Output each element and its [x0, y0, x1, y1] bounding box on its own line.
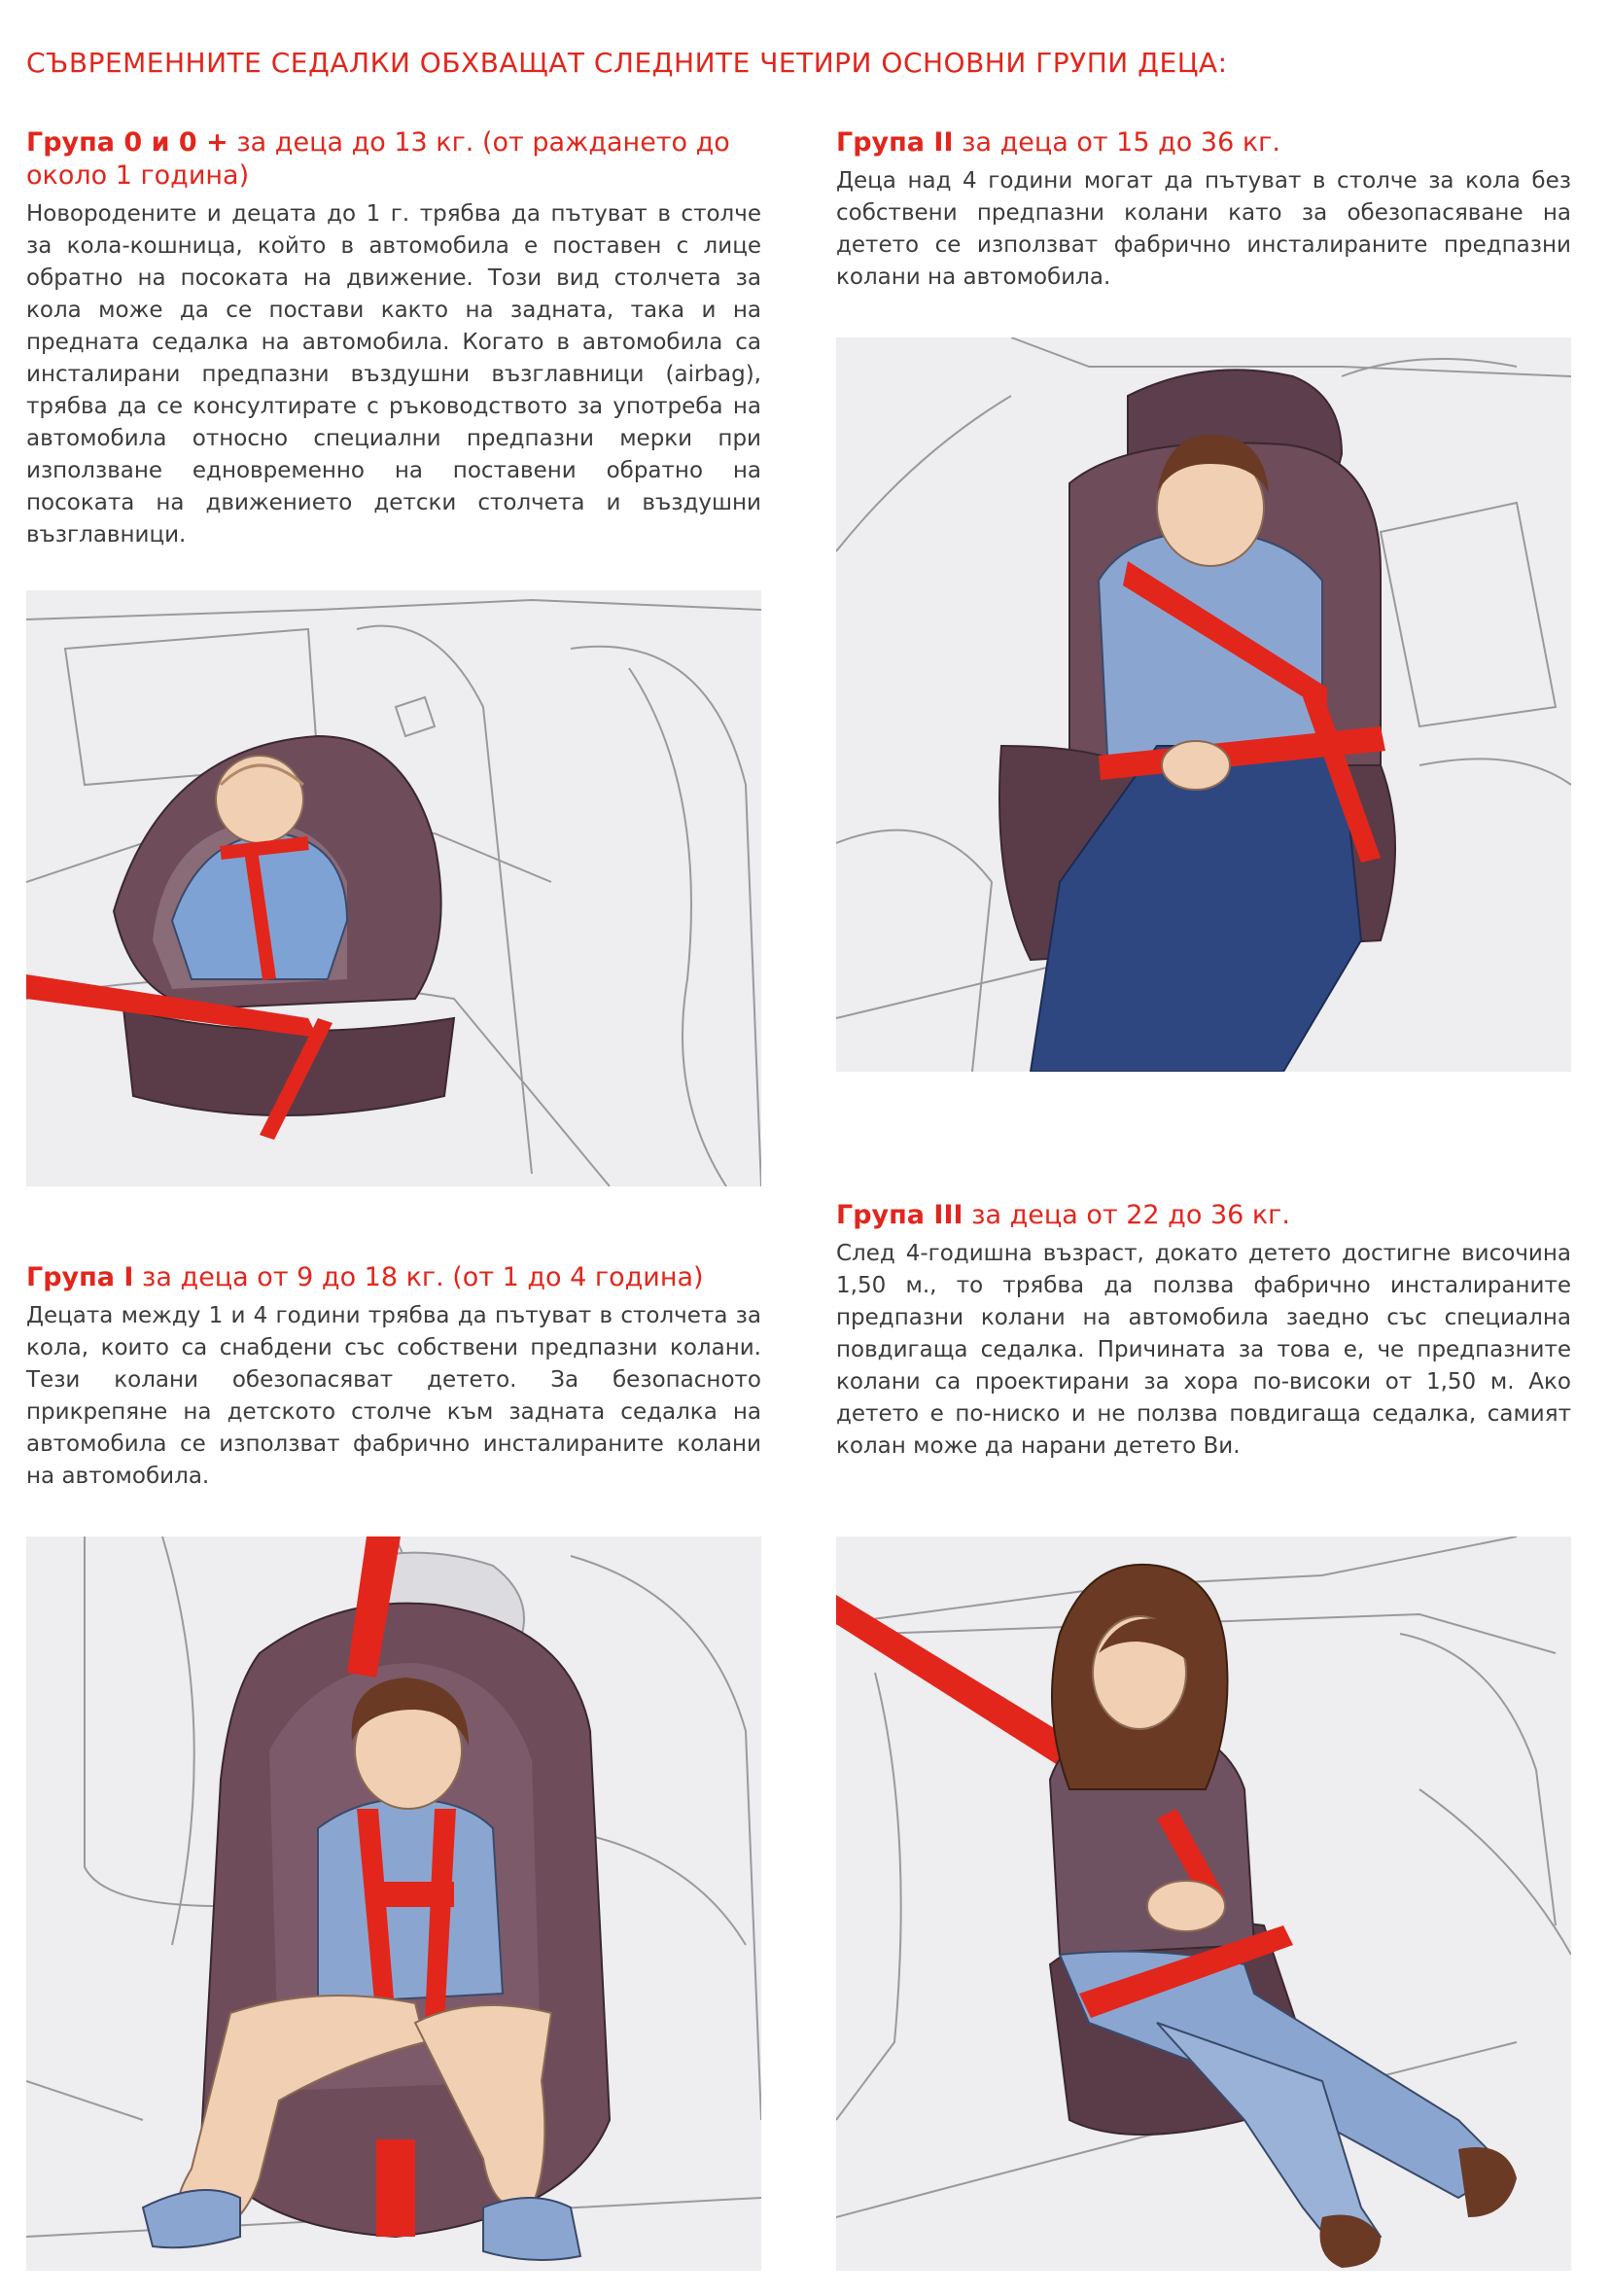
section-title: [26, 126, 761, 193]
booster-cushion-drawing: [836, 1537, 1571, 2271]
group-weight-range: за деца от 9 до 18 кг. (от 1 до 4 година): [133, 1262, 704, 1292]
section-group-1: [26, 1261, 761, 1493]
page-heading: СЪВРЕМЕННИТЕ СЕДАЛКИ ОБХВАЩАТ СЛЕДНИТЕ ЧЕТИРИ ОСНОВНИ ГРУПИ ДЕЦА:: [26, 47, 1228, 79]
group-label: Група II: [836, 127, 954, 158]
section-group-3: [836, 1199, 1571, 1463]
section-body: Децата между 1 и 4 години трябва да пътуват в столчета за кола, които са снабдени със собствени предпазни колани. Тези колани обезопасяват детето. За безопасното прикрепяне на детското столче към задната седалка на автомобила се използват фабрично инсталираните колани на автомобила.: [26, 1303, 761, 1489]
section-group-0: [26, 126, 761, 551]
group-label: Група 0 и 0 +: [26, 127, 228, 158]
section-body: Новородените и децата до 1 г. трябва да пътуват в столче за кола-кошница, който в автомобила е поставен с лице обратно на посоката на движение. Този вид столчета за кола може да се постави както на задната, така и на предната седалка на автомобила. Когато в автомобила са инсталирани предпазни въздушни възглавници (airbag), трябва да се консултирате с ръководството за употреба на автомобила относно специални предпазни мерки при използване едновременно на поставени обратно на посоката на движението детски столчета и въздушни възглавници.: [26, 201, 761, 548]
section-body: След 4-годишна възраст, докато детето достигне височина 1,50 м., то трябва да ползва фабрично инсталираните предпазни колани на автомобила заедно със специална повдигаща седалка. Причината за това е, че предпазните колани са проектирани за хора по-високи от 1,50 м. Ако детето е по-ниско и не ползва повдигаща седалка, самият колан може да нарани детето Ви.: [836, 1241, 1571, 1459]
infant-carrier-illustration: [26, 590, 761, 1186]
high-back-booster-illustration: [836, 337, 1571, 1072]
section-title: [836, 126, 1571, 159]
toddler-seat-illustration: [26, 1537, 761, 2271]
group-weight-range: за деца до 13 кг. (от раждането до около 1 година): [26, 127, 730, 191]
section-title: [836, 1199, 1571, 1232]
section-group-2: [836, 126, 1571, 294]
group-label: Група III: [836, 1200, 963, 1230]
infant-carrier-drawing: [26, 590, 761, 1186]
section-body: Деца над 4 години могат да пътуват в столче за кола без собствени предпазни колани като за обезопасяване на детето се използват фабрично инсталираните предпазни колани на автомобила.: [836, 168, 1571, 290]
section-title: [26, 1261, 761, 1294]
toddler-seat-drawing: [26, 1537, 761, 2271]
group-weight-range: за деца от 22 до 36 кг.: [963, 1200, 1290, 1230]
high-back-booster-drawing: [836, 337, 1571, 1072]
booster-cushion-illustration: [836, 1537, 1571, 2271]
group-weight-range: за деца от 15 до 36 кг.: [953, 127, 1280, 158]
group-label: Група I: [26, 1262, 134, 1292]
